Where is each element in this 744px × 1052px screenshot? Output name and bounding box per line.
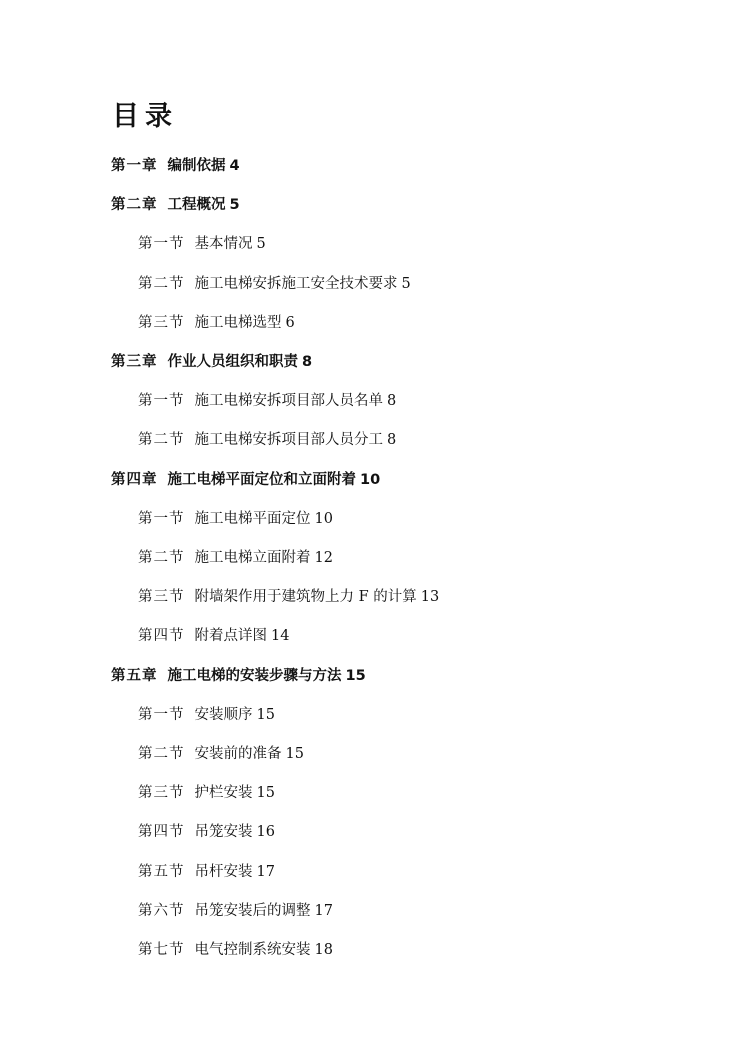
entry-title: 安装前的准备 bbox=[194, 746, 282, 762]
entry-number: 第一节 bbox=[138, 393, 185, 410]
entry-title: 施工电梯安拆项目部人员名单 bbox=[194, 393, 383, 410]
toc-section-entry[interactable] bbox=[138, 705, 275, 725]
toc-chapter-entry[interactable] bbox=[111, 156, 240, 176]
entry-number: 第二章 bbox=[111, 197, 158, 214]
toc-section-entry[interactable] bbox=[138, 587, 439, 607]
entry-title: 附着点详图 bbox=[194, 628, 267, 645]
entry-page-number: 10 bbox=[314, 510, 333, 527]
entry-title: 基本情况 bbox=[194, 236, 253, 253]
entry-title: 施工电梯选型 bbox=[194, 314, 282, 331]
entry-page-number: 8 bbox=[302, 354, 313, 370]
entry-number: 第四节 bbox=[138, 824, 185, 841]
entry-number: 第五章 bbox=[111, 667, 158, 684]
entry-number: 第四章 bbox=[111, 471, 158, 488]
entry-number: 第三章 bbox=[111, 354, 158, 370]
entry-title: 吊笼安装 bbox=[194, 824, 253, 841]
entry-number: 第四节 bbox=[138, 628, 185, 645]
toc-section-entry[interactable] bbox=[138, 548, 333, 568]
entry-page-number: 15 bbox=[285, 746, 304, 762]
entry-number: 第六节 bbox=[138, 902, 185, 919]
entry-number: 第三节 bbox=[138, 785, 185, 802]
toc-section-entry[interactable] bbox=[138, 430, 396, 450]
entry-page-number: 16 bbox=[256, 824, 275, 841]
entry-page-number: 13 bbox=[420, 589, 440, 606]
toc-section-entry[interactable] bbox=[138, 509, 333, 529]
entry-page-number: 8 bbox=[387, 432, 397, 449]
toc-section-entry[interactable] bbox=[138, 744, 304, 764]
entry-page-number: 18 bbox=[314, 942, 333, 958]
toc-section-entry[interactable] bbox=[138, 940, 333, 960]
entry-title: 工程概况 bbox=[167, 197, 226, 214]
toc-chapter-entry[interactable] bbox=[111, 352, 312, 372]
toc-section-entry[interactable] bbox=[138, 822, 275, 842]
entry-title: 施工电梯平面定位 bbox=[194, 510, 311, 527]
toc-section-entry[interactable] bbox=[138, 862, 275, 882]
toc-section-entry[interactable] bbox=[138, 313, 295, 333]
entry-number: 第三节 bbox=[138, 314, 185, 331]
entry-title: 施工电梯平面定位和立面附着 bbox=[167, 471, 356, 488]
entry-page-number: 10 bbox=[360, 471, 381, 488]
entry-number: 第二节 bbox=[138, 550, 185, 566]
entry-page-number: 5 bbox=[401, 275, 411, 292]
entry-title: 电气控制系统安装 bbox=[194, 942, 311, 958]
entry-page-number: 5 bbox=[229, 197, 240, 214]
entry-title: 施工电梯的安装步骤与方法 bbox=[167, 667, 342, 684]
entry-title: 安装顺序 bbox=[194, 706, 253, 723]
toc-section-entry[interactable] bbox=[138, 274, 411, 294]
entry-number: 第五节 bbox=[138, 863, 185, 880]
toc-section-entry[interactable] bbox=[138, 783, 275, 803]
entry-page-number: 6 bbox=[285, 314, 295, 331]
entry-page-number: 14 bbox=[271, 628, 290, 645]
page-title: 目录 bbox=[112, 101, 178, 132]
entry-number: 第二节 bbox=[138, 275, 185, 292]
entry-number: 第二节 bbox=[138, 432, 185, 449]
entry-title: 施工电梯安拆施工安全技术要求 bbox=[194, 275, 398, 292]
entry-page-number: 17 bbox=[256, 863, 275, 880]
entry-title: 编制依据 bbox=[167, 158, 226, 174]
entry-number: 第二节 bbox=[138, 746, 185, 762]
entry-title: 作业人员组织和职责 bbox=[167, 354, 298, 370]
entry-number: 第七节 bbox=[138, 942, 185, 958]
entry-number: 第一节 bbox=[138, 510, 185, 527]
entry-page-number: 15 bbox=[256, 785, 275, 802]
entry-number: 第一节 bbox=[138, 236, 185, 253]
entry-number: 第一节 bbox=[138, 706, 185, 723]
entry-page-number: 15 bbox=[345, 667, 366, 684]
entry-title: 附墙架作用于建筑物上力 F 的计算 bbox=[194, 589, 417, 606]
entry-number: 第三节 bbox=[138, 589, 185, 606]
entry-page-number: 8 bbox=[387, 393, 397, 410]
entry-title: 吊杆安装 bbox=[194, 863, 253, 880]
entry-page-number: 15 bbox=[256, 706, 275, 723]
entry-page-number: 12 bbox=[314, 550, 333, 566]
toc-section-entry[interactable] bbox=[138, 391, 396, 411]
toc-section-entry[interactable] bbox=[138, 234, 266, 254]
entry-page-number: 4 bbox=[229, 158, 240, 174]
toc-section-entry[interactable] bbox=[138, 901, 333, 921]
entry-title: 施工电梯立面附着 bbox=[194, 550, 311, 566]
entry-number: 第一章 bbox=[111, 158, 158, 174]
entry-page-number: 5 bbox=[256, 236, 266, 253]
toc-section-entry[interactable] bbox=[138, 626, 289, 646]
entry-title: 吊笼安装后的调整 bbox=[194, 902, 311, 919]
entry-page-number: 17 bbox=[314, 902, 333, 919]
toc-chapter-entry[interactable] bbox=[111, 666, 366, 686]
toc-chapter-entry[interactable] bbox=[111, 470, 380, 490]
entry-title: 施工电梯安拆项目部人员分工 bbox=[194, 432, 383, 449]
entry-title: 护栏安装 bbox=[194, 785, 253, 802]
toc-chapter-entry[interactable] bbox=[111, 195, 240, 215]
